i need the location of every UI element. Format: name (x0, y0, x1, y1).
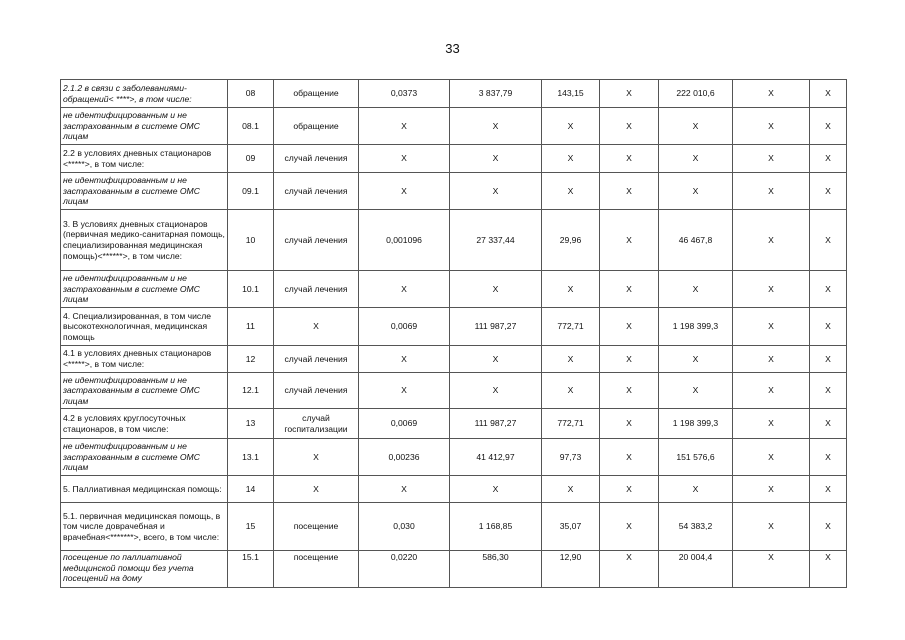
total-other-cell: Х (733, 551, 810, 588)
norm-cost-cell: Х (450, 373, 542, 409)
table-row (61, 373, 847, 409)
share-cell: Х (810, 210, 847, 271)
norm-volume-cell: Х (359, 271, 450, 308)
per-capita-other-cell: Х (600, 173, 659, 210)
unit-cell: случай госпитализации (274, 409, 359, 439)
per-capita-cell: Х (542, 173, 600, 210)
indicator-name-cell: 2.2 в условиях дневных стационаров <*****>, в том числе: (61, 145, 228, 173)
per-capita-other-cell: Х (600, 409, 659, 439)
table-row (61, 346, 847, 373)
row-number-cell: 12 (228, 346, 274, 373)
table-row (61, 476, 847, 503)
norm-cost-cell: 1 168,85 (450, 503, 542, 551)
norm-volume-cell: Х (359, 173, 450, 210)
total-cost-cell: 1 198 399,3 (659, 409, 733, 439)
norm-cost-cell: 27 337,44 (450, 210, 542, 271)
per-capita-cell: Х (542, 346, 600, 373)
norm-cost-cell: Х (450, 476, 542, 503)
total-cost-cell: 54 383,2 (659, 503, 733, 551)
norm-volume-cell: Х (359, 108, 450, 145)
row-number-cell: 13 (228, 409, 274, 439)
row-number-cell: 15.1 (228, 551, 274, 588)
norm-volume-cell: Х (359, 476, 450, 503)
indicator-name-cell: 2.1.2 в связи с заболеваниями-обращений< ****>, в том числе: (61, 80, 228, 108)
per-capita-other-cell: Х (600, 145, 659, 173)
table-row (61, 271, 847, 308)
table-row (61, 210, 847, 271)
per-capita-other-cell: Х (600, 346, 659, 373)
indicator-name-cell: не идентифицированным и не застрахованным в системе ОМС лицам (61, 108, 228, 145)
total-other-cell: Х (733, 80, 810, 108)
total-other-cell: Х (733, 409, 810, 439)
row-number-cell: 12.1 (228, 373, 274, 409)
unit-cell: случай лечения (274, 210, 359, 271)
table-row (61, 308, 847, 346)
indicator-name-cell: не идентифицированным и не застрахованным в системе ОМС лицам (61, 373, 228, 409)
norm-cost-cell: 3 837,79 (450, 80, 542, 108)
row-number-cell: 09 (228, 145, 274, 173)
per-capita-cell: 35,07 (542, 503, 600, 551)
table-row (61, 80, 847, 108)
row-number-cell: 09.1 (228, 173, 274, 210)
norm-volume-cell: 0,030 (359, 503, 450, 551)
total-cost-cell: 20 004,4 (659, 551, 733, 588)
total-cost-cell: Х (659, 173, 733, 210)
row-number-cell: 15 (228, 503, 274, 551)
norm-cost-cell: 111 987,27 (450, 308, 542, 346)
indicator-name-cell: не идентифицированным и не застрахованным в системе ОМС лицам (61, 439, 228, 476)
indicator-name-cell: 4.2 в условиях круглосуточных стационаров, в том числе: (61, 409, 228, 439)
norm-cost-cell: Х (450, 271, 542, 308)
per-capita-other-cell: Х (600, 439, 659, 476)
norm-volume-cell: Х (359, 145, 450, 173)
per-capita-other-cell: Х (600, 373, 659, 409)
row-number-cell: 08 (228, 80, 274, 108)
total-cost-cell: 1 198 399,3 (659, 308, 733, 346)
total-other-cell: Х (733, 210, 810, 271)
total-other-cell: Х (733, 439, 810, 476)
table-row (61, 551, 847, 588)
unit-cell: обращение (274, 108, 359, 145)
share-cell: Х (810, 308, 847, 346)
per-capita-cell: 29,96 (542, 210, 600, 271)
total-other-cell: Х (733, 271, 810, 308)
share-cell: Х (810, 503, 847, 551)
unit-cell: случай лечения (274, 373, 359, 409)
per-capita-other-cell: Х (600, 80, 659, 108)
norm-volume-cell: 0,0069 (359, 308, 450, 346)
per-capita-other-cell: Х (600, 476, 659, 503)
norm-volume-cell: Х (359, 373, 450, 409)
norm-volume-cell: 0,00236 (359, 439, 450, 476)
share-cell: Х (810, 551, 847, 588)
share-cell: Х (810, 80, 847, 108)
row-number-cell: 10 (228, 210, 274, 271)
share-cell: Х (810, 108, 847, 145)
row-number-cell: 11 (228, 308, 274, 346)
norm-cost-cell: Х (450, 346, 542, 373)
total-other-cell: Х (733, 308, 810, 346)
total-cost-cell: Х (659, 346, 733, 373)
indicator-name-cell: 5. Паллиативная медицинская помощь: (61, 476, 228, 503)
norm-cost-cell: 586,30 (450, 551, 542, 588)
indicator-name-cell: не идентифицированным и не застрахованным в системе ОМС лицам (61, 271, 228, 308)
indicator-name-cell: 3. В условиях дневных стационаров (первичная медико-санитарная помощь, специализированная медицинская помощь)<******>, в том числе: (61, 210, 228, 271)
share-cell: Х (810, 271, 847, 308)
unit-cell: посещение (274, 503, 359, 551)
per-capita-other-cell: Х (600, 308, 659, 346)
unit-cell: обращение (274, 80, 359, 108)
per-capita-cell: 12,90 (542, 551, 600, 588)
total-cost-cell: 222 010,6 (659, 80, 733, 108)
indicator-name-cell: 5.1. первичная медицинская помощь, в том числе доврачебная и врачебная<*******>, всего, в том числе: (61, 503, 228, 551)
per-capita-other-cell: Х (600, 271, 659, 308)
per-capita-cell: 143,15 (542, 80, 600, 108)
share-cell: Х (810, 439, 847, 476)
norm-volume-cell: 0,0069 (359, 409, 450, 439)
norm-cost-cell: 111 987,27 (450, 409, 542, 439)
table-row (61, 409, 847, 439)
total-cost-cell: Х (659, 145, 733, 173)
share-cell: Х (810, 346, 847, 373)
total-other-cell: Х (733, 173, 810, 210)
per-capita-other-cell: Х (600, 210, 659, 271)
share-cell: Х (810, 409, 847, 439)
indicator-name-cell: 4. Специализированная, в том числе высокотехнологичная, медицинская помощь (61, 308, 228, 346)
total-other-cell: Х (733, 108, 810, 145)
per-capita-cell: 772,71 (542, 308, 600, 346)
norm-volume-cell: 0,0220 (359, 551, 450, 588)
unit-cell: посещение (274, 551, 359, 588)
indicator-name-cell: не идентифицированным и не застрахованным в системе ОМС лицам (61, 173, 228, 210)
total-cost-cell: 151 576,6 (659, 439, 733, 476)
row-number-cell: 14 (228, 476, 274, 503)
norm-volume-cell: Х (359, 346, 450, 373)
row-number-cell: 08.1 (228, 108, 274, 145)
row-number-cell: 13.1 (228, 439, 274, 476)
table-row (61, 439, 847, 476)
indicator-name-cell: посещение по паллиативной медицинской помощи без учета посещений на дому (61, 551, 228, 588)
financing-table (60, 79, 847, 588)
per-capita-cell: 772,71 (542, 409, 600, 439)
per-capita-cell: Х (542, 108, 600, 145)
norm-cost-cell: Х (450, 145, 542, 173)
total-other-cell: Х (733, 503, 810, 551)
total-other-cell: Х (733, 373, 810, 409)
table-row (61, 503, 847, 551)
total-other-cell: Х (733, 145, 810, 173)
norm-cost-cell: 41 412,97 (450, 439, 542, 476)
total-cost-cell: Х (659, 476, 733, 503)
total-cost-cell: Х (659, 108, 733, 145)
unit-cell: Х (274, 476, 359, 503)
total-cost-cell: Х (659, 271, 733, 308)
norm-cost-cell: Х (450, 173, 542, 210)
unit-cell: случай лечения (274, 271, 359, 308)
per-capita-cell: Х (542, 476, 600, 503)
per-capita-cell: Х (542, 271, 600, 308)
norm-volume-cell: 0,001096 (359, 210, 450, 271)
share-cell: Х (810, 145, 847, 173)
unit-cell: Х (274, 308, 359, 346)
per-capita-cell: 97,73 (542, 439, 600, 476)
unit-cell: случай лечения (274, 346, 359, 373)
indicator-name-cell: 4.1 в условиях дневных стационаров <*****>, в том числе: (61, 346, 228, 373)
share-cell: Х (810, 476, 847, 503)
per-capita-other-cell: Х (600, 108, 659, 145)
unit-cell: случай лечения (274, 173, 359, 210)
total-other-cell: Х (733, 476, 810, 503)
table-row (61, 145, 847, 173)
row-number-cell: 10.1 (228, 271, 274, 308)
per-capita-other-cell: Х (600, 551, 659, 588)
unit-cell: Х (274, 439, 359, 476)
table-row (61, 108, 847, 145)
page-number: 33 (445, 41, 460, 56)
norm-cost-cell: Х (450, 108, 542, 145)
norm-volume-cell: 0,0373 (359, 80, 450, 108)
total-other-cell: Х (733, 346, 810, 373)
per-capita-cell: Х (542, 145, 600, 173)
unit-cell: случай лечения (274, 145, 359, 173)
total-cost-cell: Х (659, 373, 733, 409)
total-cost-cell: 46 467,8 (659, 210, 733, 271)
share-cell: Х (810, 173, 847, 210)
share-cell: Х (810, 373, 847, 409)
per-capita-other-cell: Х (600, 503, 659, 551)
per-capita-cell: Х (542, 373, 600, 409)
table-row (61, 173, 847, 210)
